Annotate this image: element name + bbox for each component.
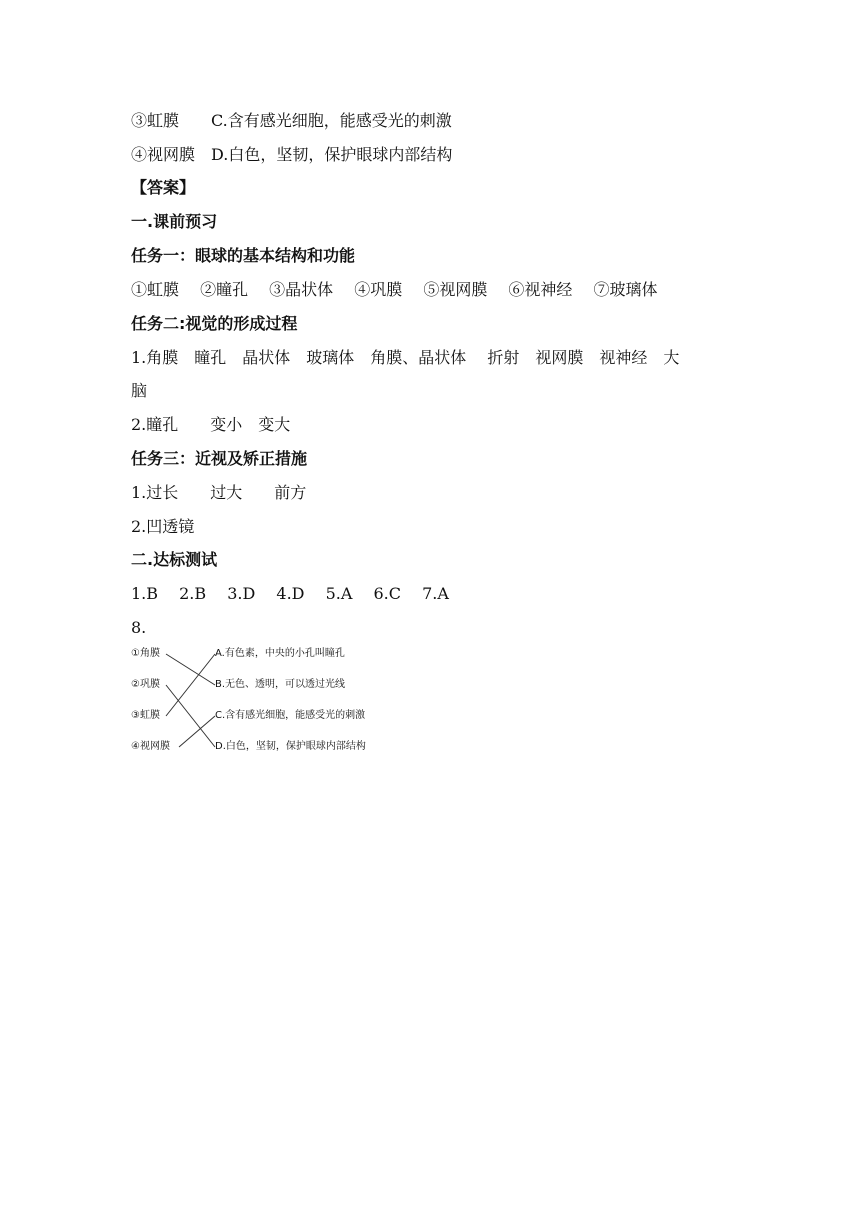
matching-figure xyxy=(131,645,391,757)
question-8-label: 8. xyxy=(131,618,147,637)
task2-line-2: 2.瞳孔 变小 变大 xyxy=(131,415,291,434)
section1-title: 一.课前预习 xyxy=(131,212,218,231)
match-right-a: A.有色素，中央的小孔叫瞳孔 xyxy=(215,648,345,659)
match-left-2: ②巩膜 xyxy=(131,679,160,690)
task3-line-2: 2.凹透镜 xyxy=(131,517,195,536)
section2-title: 二.达标测试 xyxy=(131,550,218,569)
task1-title: 任务一：眼球的基本结构和功能 xyxy=(131,246,356,265)
task3-title: 任务三：近视及矫正措施 xyxy=(131,449,308,468)
task2-title: 任务二:视觉的形成过程 xyxy=(131,314,298,333)
task2-line-1-continued: 脑 xyxy=(131,381,148,400)
question-line-4: ④视网膜 D.白色，坚韧，保护眼球内部结构 xyxy=(131,145,453,164)
match-right-d: D.白色，坚韧，保护眼球内部结构 xyxy=(215,741,366,752)
task3-line-1: 1.过长 过大 前方 xyxy=(131,483,307,502)
match-line-1-b xyxy=(166,654,215,685)
match-left-4: ④视网膜 xyxy=(131,741,170,752)
answer-header: 【答案】 xyxy=(131,178,196,197)
task1-answer: ①虹膜 ②瞳孔 ③晶状体 ④巩膜 ⑤视网膜 ⑥视神经 ⑦玻璃体 xyxy=(131,280,658,299)
match-right-c: C.含有感光细胞，能感受光的刺激 xyxy=(215,710,366,721)
match-right-b: B.无色、透明，可以透过光线 xyxy=(215,679,346,690)
match-left-3: ③虹膜 xyxy=(131,710,160,721)
test-answers: 1.B 2.B 3.D 4.D 5.A 6.C 7.A xyxy=(131,584,449,603)
match-line-4-c xyxy=(179,716,215,747)
match-left-1: ①角膜 xyxy=(131,648,160,659)
match-line-3-a xyxy=(166,654,215,716)
task2-line-1: 1.角膜 瞳孔 晶状体 玻璃体 角膜、晶状体 折射 视网膜 视神经 大 xyxy=(131,348,680,367)
question-line-3: ③虹膜 C.含有感光细胞，能感受光的刺激 xyxy=(131,111,452,130)
